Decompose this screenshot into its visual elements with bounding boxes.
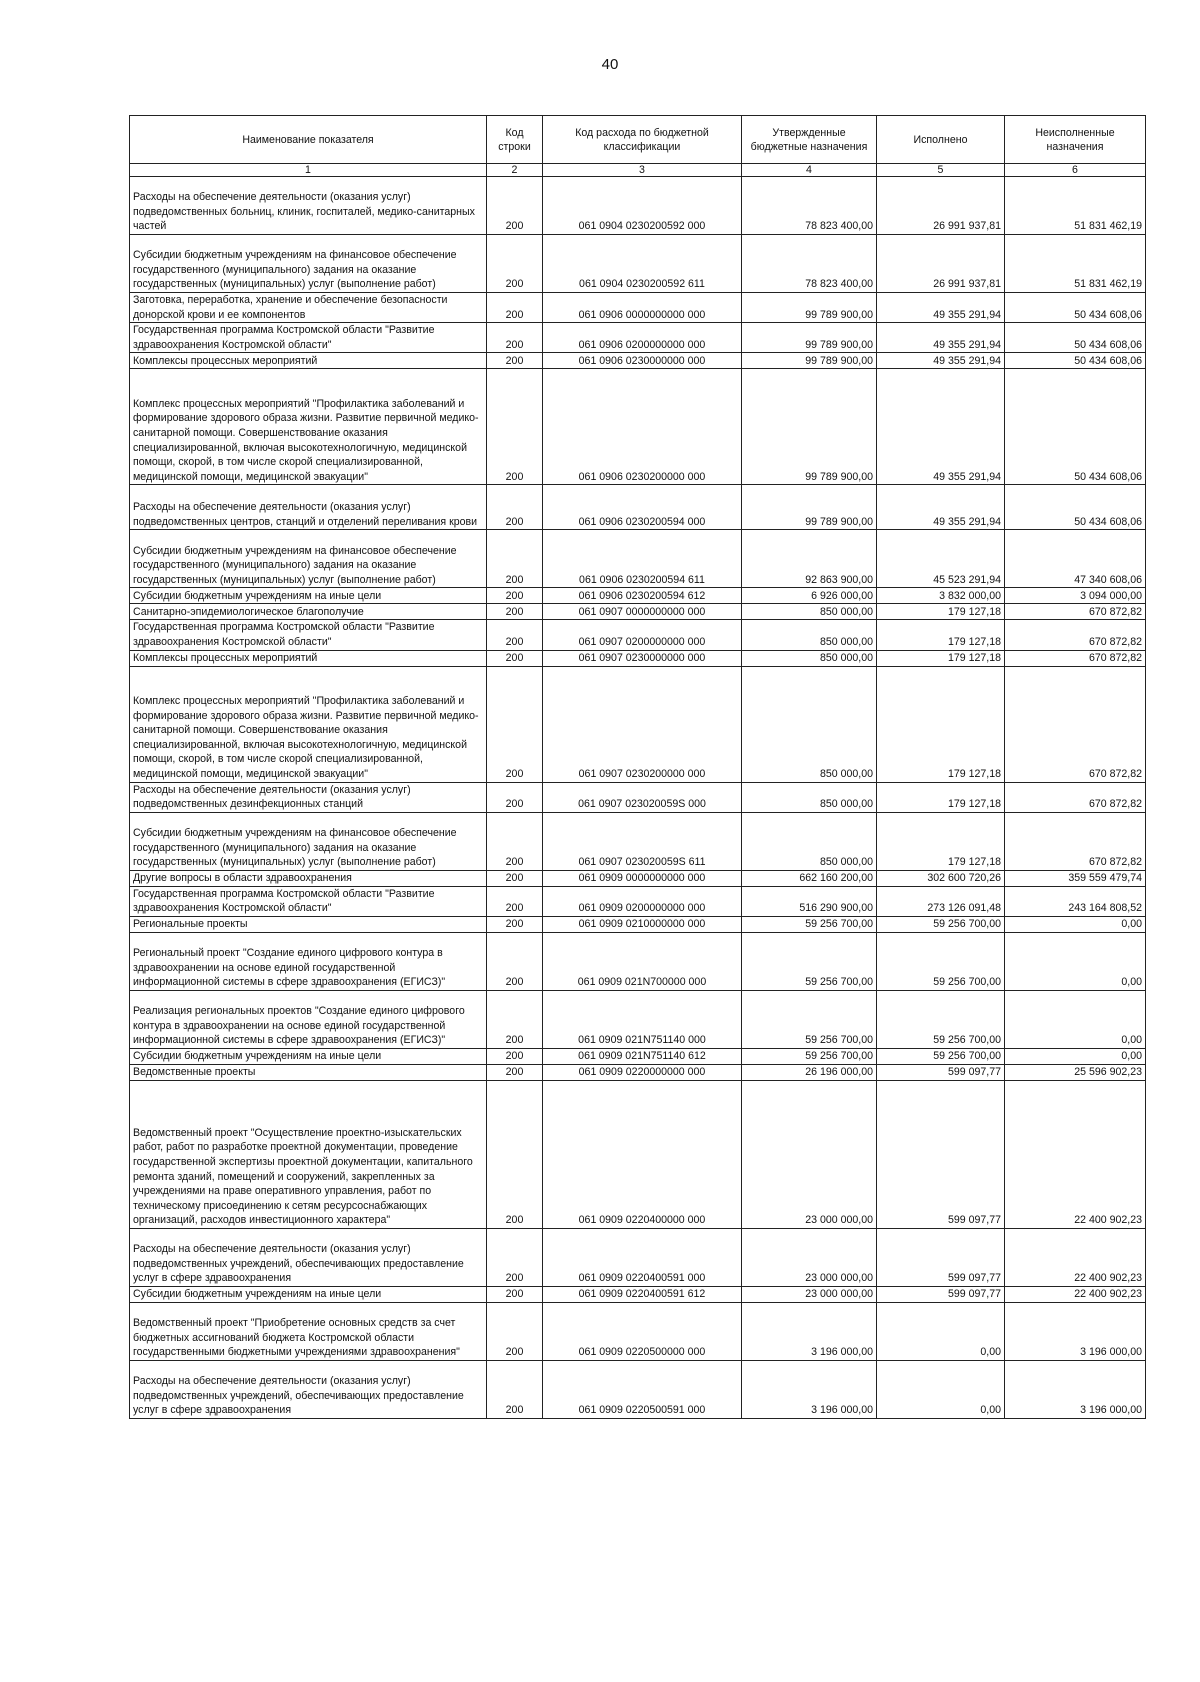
column-number: 6 [1005, 164, 1146, 177]
row-budget-code: 061 0907 023020059S 611 [543, 812, 742, 870]
row-line-code: 200 [487, 353, 543, 369]
row-budget-code: 061 0906 0230000000 000 [543, 353, 742, 369]
row-unexecuted: 50 434 608,06 [1005, 323, 1146, 353]
row-budget-code: 061 0907 023020059S 000 [543, 782, 742, 812]
row-name: Государственная программа Костромской области "Развитие здравоохранения Костромской области" [130, 323, 487, 353]
row-line-code: 200 [487, 1080, 543, 1228]
row-line-code: 200 [487, 604, 543, 620]
row-approved: 99 789 900,00 [742, 369, 877, 485]
row-budget-code: 061 0906 0230200594 000 [543, 485, 742, 530]
column-number: 4 [742, 164, 877, 177]
row-unexecuted: 50 434 608,06 [1005, 485, 1146, 530]
table-row [130, 870, 1146, 886]
row-line-code: 200 [487, 588, 543, 604]
table-row [130, 1360, 1146, 1418]
row-budget-code: 061 0907 0200000000 000 [543, 620, 742, 650]
row-executed: 26 991 937,81 [877, 177, 1005, 235]
row-unexecuted: 670 872,82 [1005, 604, 1146, 620]
row-approved: 59 256 700,00 [742, 916, 877, 932]
row-line-code: 200 [487, 1228, 543, 1286]
budget-execution-table [129, 115, 1146, 1419]
row-approved: 78 823 400,00 [742, 177, 877, 235]
row-unexecuted: 51 831 462,19 [1005, 235, 1146, 293]
row-approved: 850 000,00 [742, 666, 877, 782]
row-name: Ведомственный проект "Приобретение основных средств за счет бюджетных ассигнований бюджета Костромской области государственными бюджетными учреждениями здравоохранения" [130, 1302, 487, 1360]
row-name: Расходы на обеспечение деятельности (оказания услуг) подведомственных больниц, клиник, госпиталей, медико-санитарных частей [130, 177, 487, 235]
row-name: Субсидии бюджетным учреждениям на иные цели [130, 588, 487, 604]
row-executed: 49 355 291,94 [877, 323, 1005, 353]
row-approved: 850 000,00 [742, 620, 877, 650]
row-executed: 45 523 291,94 [877, 530, 1005, 588]
row-executed: 49 355 291,94 [877, 353, 1005, 369]
table-row [130, 530, 1146, 588]
row-line-code: 200 [487, 932, 543, 990]
row-budget-code: 061 0909 0210000000 000 [543, 916, 742, 932]
table-row [130, 666, 1146, 782]
row-budget-code: 061 0907 0230000000 000 [543, 650, 742, 666]
row-line-code: 200 [487, 530, 543, 588]
row-approved: 6 926 000,00 [742, 588, 877, 604]
row-approved: 3 196 000,00 [742, 1360, 877, 1418]
row-executed: 179 127,18 [877, 666, 1005, 782]
column-number: 1 [130, 164, 487, 177]
table-row [130, 990, 1146, 1048]
row-unexecuted: 0,00 [1005, 916, 1146, 932]
row-name: Комплекс процессных мероприятий "Профилактика заболеваний и формирование здорового образа жизни. Развитие первичной медико-санитарной помощи. Совершенствование оказания специализированной, включая высокотехнологичную, медицинской помощи, скорой, в том числе скорой специализированной, медицинской помощи, медицинской эвакуации" [130, 369, 487, 485]
row-name: Расходы на обеспечение деятельности (оказания услуг) подведомственных учреждений, обеспечивающих предоставление услуг в сфере здравоохранения [130, 1228, 487, 1286]
row-name: Другие вопросы в области здравоохранения [130, 870, 487, 886]
row-approved: 516 290 900,00 [742, 886, 877, 916]
row-executed: 59 256 700,00 [877, 916, 1005, 932]
row-line-code: 200 [487, 870, 543, 886]
row-approved: 662 160 200,00 [742, 870, 877, 886]
row-line-code: 200 [487, 1286, 543, 1302]
row-line-code: 200 [487, 1064, 543, 1080]
row-executed: 302 600 720,26 [877, 870, 1005, 886]
row-name: Комплекс процессных мероприятий "Профилактика заболеваний и формирование здорового образа жизни. Развитие первичной медико-санитарной помощи. Совершенствование оказания специализированной, включая высокотехнологичную, медицинской помощи, скорой, в том числе скорой специализированной, медицинской помощи, медицинской эвакуации" [130, 666, 487, 782]
row-unexecuted: 670 872,82 [1005, 620, 1146, 650]
table-row [130, 1080, 1146, 1228]
row-budget-code: 061 0904 0230200592 611 [543, 235, 742, 293]
row-executed: 49 355 291,94 [877, 293, 1005, 323]
page-number: 40 [601, 56, 619, 73]
row-executed: 49 355 291,94 [877, 369, 1005, 485]
row-line-code: 200 [487, 990, 543, 1048]
row-approved: 59 256 700,00 [742, 990, 877, 1048]
table-row [130, 604, 1146, 620]
table-row [130, 916, 1146, 932]
row-budget-code: 061 0906 0200000000 000 [543, 323, 742, 353]
header-approved: Утвержденные бюджетные назначения [742, 116, 877, 164]
row-unexecuted: 22 400 902,23 [1005, 1228, 1146, 1286]
row-budget-code: 061 0909 0000000000 000 [543, 870, 742, 886]
row-name: Государственная программа Костромской области "Развитие здравоохранения Костромской области" [130, 886, 487, 916]
row-name: Расходы на обеспечение деятельности (оказания услуг) подведомственных центров, станций и отделений переливания крови [130, 485, 487, 530]
table-row [130, 1302, 1146, 1360]
row-name: Ведомственный проект "Осуществление проектно-изыскательских работ, работ по разработке проектной документации, проведение государственной экспертизы проектной документации, капитального ремонта зданий, помещений и сооружений, закрепленных за учреждениями на праве оперативного управления, работ по техническому присоединению к сетям ресурсоснабжающих организаций, расходов инвестиционного характера" [130, 1080, 487, 1228]
table-row [130, 293, 1146, 323]
row-name: Субсидии бюджетным учреждениям на иные цели [130, 1048, 487, 1064]
table-row [130, 485, 1146, 530]
row-budget-code: 061 0909 0220500000 000 [543, 1302, 742, 1360]
row-budget-code: 061 0909 0220400591 612 [543, 1286, 742, 1302]
table-row [130, 620, 1146, 650]
row-unexecuted: 50 434 608,06 [1005, 293, 1146, 323]
table-row [130, 177, 1146, 235]
row-line-code: 200 [487, 650, 543, 666]
row-budget-code: 061 0909 0200000000 000 [543, 886, 742, 916]
row-budget-code: 061 0906 0000000000 000 [543, 293, 742, 323]
row-budget-code: 061 0909 021N751140 612 [543, 1048, 742, 1064]
row-budget-code: 061 0906 0230200594 612 [543, 588, 742, 604]
row-approved: 23 000 000,00 [742, 1228, 877, 1286]
row-approved: 99 789 900,00 [742, 323, 877, 353]
table-row [130, 1048, 1146, 1064]
row-budget-code: 061 0909 021N700000 000 [543, 932, 742, 990]
row-budget-code: 061 0909 021N751140 000 [543, 990, 742, 1048]
row-unexecuted: 0,00 [1005, 1048, 1146, 1064]
row-unexecuted: 0,00 [1005, 932, 1146, 990]
row-line-code: 200 [487, 782, 543, 812]
row-line-code: 200 [487, 1360, 543, 1418]
table-row [130, 932, 1146, 990]
row-approved: 99 789 900,00 [742, 353, 877, 369]
row-executed: 599 097,77 [877, 1064, 1005, 1080]
row-name: Заготовка, переработка, хранение и обеспечение безопасности донорской крови и ее компонентов [130, 293, 487, 323]
row-unexecuted: 22 400 902,23 [1005, 1286, 1146, 1302]
row-name: Комплексы процессных мероприятий [130, 353, 487, 369]
row-unexecuted: 0,00 [1005, 990, 1146, 1048]
row-unexecuted: 670 872,82 [1005, 812, 1146, 870]
row-approved: 99 789 900,00 [742, 485, 877, 530]
row-approved: 26 196 000,00 [742, 1064, 877, 1080]
row-approved: 850 000,00 [742, 782, 877, 812]
row-unexecuted: 3 196 000,00 [1005, 1360, 1146, 1418]
table-row [130, 886, 1146, 916]
row-name: Санитарно-эпидемиологическое благополучие [130, 604, 487, 620]
row-executed: 59 256 700,00 [877, 1048, 1005, 1064]
row-budget-code: 061 0904 0230200592 000 [543, 177, 742, 235]
row-executed: 179 127,18 [877, 620, 1005, 650]
row-name: Ведомственные проекты [130, 1064, 487, 1080]
row-approved: 92 863 900,00 [742, 530, 877, 588]
row-unexecuted: 359 559 479,74 [1005, 870, 1146, 886]
header-budget-code: Код расхода по бюджетной классификации [543, 116, 742, 164]
row-name: Субсидии бюджетным учреждениям на финансовое обеспечение государственного (муниципального) задания на оказание государственных (муниципальных) услуг (выполнение работ) [130, 235, 487, 293]
row-line-code: 200 [487, 666, 543, 782]
header-row-code: Код строки [487, 116, 543, 164]
table-body [130, 177, 1146, 1419]
row-approved: 3 196 000,00 [742, 1302, 877, 1360]
row-unexecuted: 50 434 608,06 [1005, 353, 1146, 369]
row-unexecuted: 22 400 902,23 [1005, 1080, 1146, 1228]
row-unexecuted: 670 872,82 [1005, 782, 1146, 812]
row-line-code: 200 [487, 886, 543, 916]
row-approved: 23 000 000,00 [742, 1286, 877, 1302]
row-line-code: 200 [487, 812, 543, 870]
column-number: 5 [877, 164, 1005, 177]
row-executed: 599 097,77 [877, 1286, 1005, 1302]
row-name: Субсидии бюджетным учреждениям на финансовое обеспечение государственного (муниципального) задания на оказание государственных (муниципальных) услуг (выполнение работ) [130, 812, 487, 870]
row-line-code: 200 [487, 293, 543, 323]
row-name: Субсидии бюджетным учреждениям на иные цели [130, 1286, 487, 1302]
row-executed: 0,00 [877, 1302, 1005, 1360]
row-unexecuted: 670 872,82 [1005, 650, 1146, 666]
row-unexecuted: 243 164 808,52 [1005, 886, 1146, 916]
header-unexecuted: Неисполненные назначения [1005, 116, 1146, 164]
row-approved: 23 000 000,00 [742, 1080, 877, 1228]
row-name: Расходы на обеспечение деятельности (оказания услуг) подведомственных дезинфекционных станций [130, 782, 487, 812]
table-header-row [130, 116, 1146, 164]
row-line-code: 200 [487, 235, 543, 293]
row-approved: 59 256 700,00 [742, 1048, 877, 1064]
row-name: Реализация региональных проектов "Создание единого цифрового контура в здравоохранении на основе единой государственной информационной системы в сфере здравоохранения (ЕГИСЗ)" [130, 990, 487, 1048]
table-row [130, 1228, 1146, 1286]
row-name: Региональный проект "Создание единого цифрового контура в здравоохранении на основе единой государственной информационной системы в сфере здравоохранения (ЕГИСЗ)" [130, 932, 487, 990]
row-approved: 850 000,00 [742, 604, 877, 620]
row-line-code: 200 [487, 485, 543, 530]
row-budget-code: 061 0906 0230200594 611 [543, 530, 742, 588]
row-executed: 273 126 091,48 [877, 886, 1005, 916]
row-line-code: 200 [487, 323, 543, 353]
row-approved: 78 823 400,00 [742, 235, 877, 293]
row-unexecuted: 670 872,82 [1005, 666, 1146, 782]
row-budget-code: 061 0906 0230200000 000 [543, 369, 742, 485]
row-unexecuted: 25 596 902,23 [1005, 1064, 1146, 1080]
row-executed: 179 127,18 [877, 650, 1005, 666]
row-unexecuted: 3 196 000,00 [1005, 1302, 1146, 1360]
row-executed: 179 127,18 [877, 604, 1005, 620]
row-executed: 0,00 [877, 1360, 1005, 1418]
header-name: Наименование показателя [130, 116, 487, 164]
table-row [130, 1286, 1146, 1302]
row-executed: 3 832 000,00 [877, 588, 1005, 604]
row-executed: 49 355 291,94 [877, 485, 1005, 530]
row-name: Государственная программа Костромской области "Развитие здравоохранения Костромской области" [130, 620, 487, 650]
row-name: Субсидии бюджетным учреждениям на финансовое обеспечение государственного (муниципального) задания на оказание государственных (муниципальных) услуг (выполнение работ) [130, 530, 487, 588]
row-line-code: 200 [487, 1048, 543, 1064]
row-executed: 179 127,18 [877, 812, 1005, 870]
row-executed: 599 097,77 [877, 1080, 1005, 1228]
table-row [130, 1064, 1146, 1080]
row-budget-code: 061 0909 0220400000 000 [543, 1080, 742, 1228]
row-line-code: 200 [487, 620, 543, 650]
table-row [130, 650, 1146, 666]
row-line-code: 200 [487, 369, 543, 485]
row-executed: 26 991 937,81 [877, 235, 1005, 293]
row-budget-code: 061 0907 0000000000 000 [543, 604, 742, 620]
table-row [130, 235, 1146, 293]
row-approved: 99 789 900,00 [742, 293, 877, 323]
column-number: 3 [543, 164, 742, 177]
row-unexecuted: 51 831 462,19 [1005, 177, 1146, 235]
table-row [130, 353, 1146, 369]
row-executed: 179 127,18 [877, 782, 1005, 812]
row-name: Региональные проекты [130, 916, 487, 932]
row-budget-code: 061 0907 0230200000 000 [543, 666, 742, 782]
table-row [130, 812, 1146, 870]
row-budget-code: 061 0909 0220400591 000 [543, 1228, 742, 1286]
row-line-code: 200 [487, 177, 543, 235]
row-executed: 59 256 700,00 [877, 932, 1005, 990]
header-executed: Исполнено [877, 116, 1005, 164]
row-executed: 599 097,77 [877, 1228, 1005, 1286]
row-approved: 850 000,00 [742, 650, 877, 666]
table-row [130, 369, 1146, 485]
table-row [130, 782, 1146, 812]
table-row [130, 323, 1146, 353]
row-line-code: 200 [487, 916, 543, 932]
row-budget-code: 061 0909 0220500591 000 [543, 1360, 742, 1418]
row-unexecuted: 50 434 608,06 [1005, 369, 1146, 485]
row-unexecuted: 47 340 608,06 [1005, 530, 1146, 588]
row-executed: 59 256 700,00 [877, 990, 1005, 1048]
row-approved: 59 256 700,00 [742, 932, 877, 990]
column-number-row [130, 164, 1146, 177]
table-row [130, 588, 1146, 604]
row-name: Комплексы процессных мероприятий [130, 650, 487, 666]
row-budget-code: 061 0909 0220000000 000 [543, 1064, 742, 1080]
column-number: 2 [487, 164, 543, 177]
row-name: Расходы на обеспечение деятельности (оказания услуг) подведомственных учреждений, обеспечивающих предоставление услуг в сфере здравоохранения [130, 1360, 487, 1418]
row-line-code: 200 [487, 1302, 543, 1360]
row-approved: 850 000,00 [742, 812, 877, 870]
row-unexecuted: 3 094 000,00 [1005, 588, 1146, 604]
